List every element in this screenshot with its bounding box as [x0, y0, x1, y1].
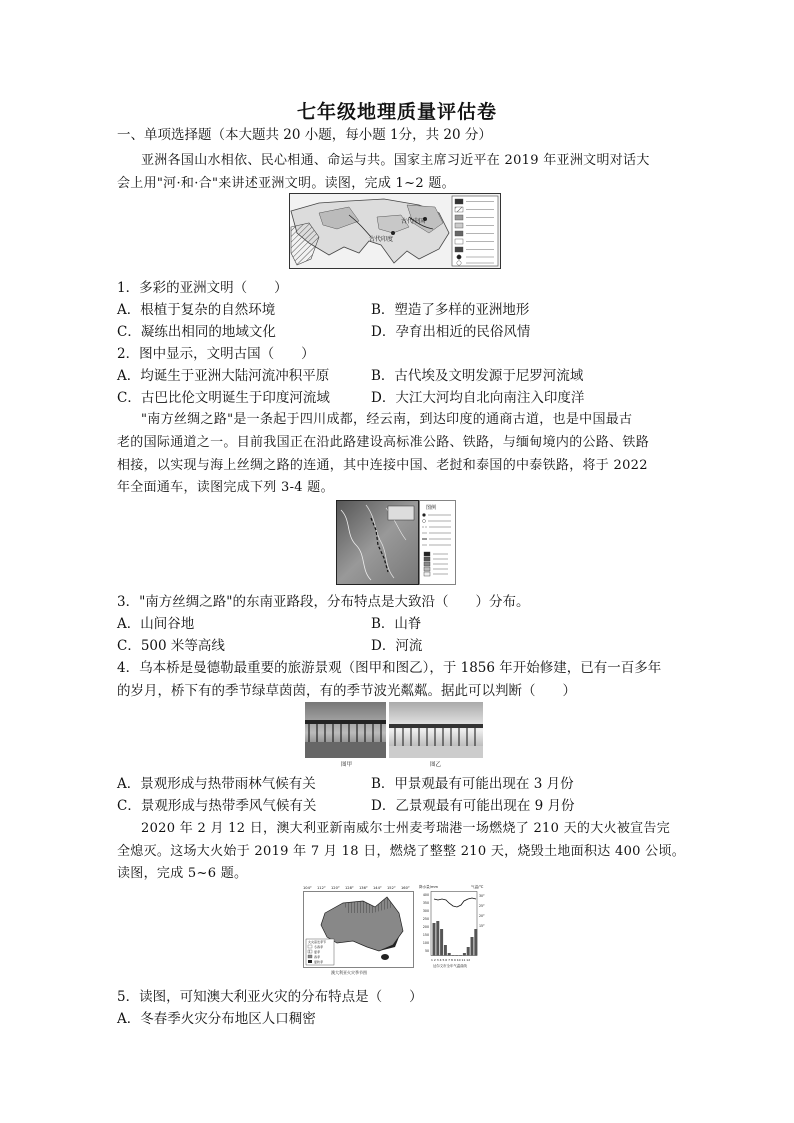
map-label-china: 古代中国	[401, 218, 426, 225]
lon-label: 144°	[373, 886, 382, 890]
temp-tick: 25°	[479, 904, 485, 908]
precip-tick: 250	[422, 917, 429, 921]
fire-legend-item: 夏季	[314, 950, 321, 954]
asia-civilization-map	[289, 193, 501, 269]
map-label-india: 古代印度	[369, 236, 394, 243]
precip-axis-label: 降水量/mm	[419, 885, 438, 889]
precip-tick: 100	[422, 941, 429, 945]
precip-tick: 200	[422, 925, 429, 929]
page-title: 七年级地理质量评估卷	[296, 101, 497, 123]
temp-tick: 20°	[479, 914, 485, 918]
precip-tick: 50	[424, 949, 429, 953]
q4-option-b: B．甲景观最有可能出现在 3 月份	[371, 776, 574, 792]
q3-option-b: B．山脊	[371, 616, 422, 632]
precip-tick: 150	[422, 933, 429, 937]
q1-option-a: A．根植于复杂的自然环境	[117, 302, 276, 318]
q2-option-a: A．均诞生于亚洲大陆河流冲积平原	[117, 368, 330, 384]
q4-stem-line1: 4．乌本桥是曼德勒最重要的旅游景观（图甲和图乙），于 1856 年开始修建，已有一百多年	[117, 660, 662, 676]
q4-option-d: D．乙景观最有可能出现在 9 月份	[371, 798, 575, 814]
lon-label: 112°	[317, 886, 326, 890]
precip-tick: 300	[422, 909, 429, 913]
intro3-line1: 2020 年 2 月 12 日，澳大利亚新南威尔士州麦考瑞港一场燃烧了 210 天的大火被宣告完	[141, 821, 671, 836]
section-header: 一、单项选择题（本大题共 20 小题，每小题 1分，共 20 分）	[117, 127, 492, 143]
lon-label: 128°	[345, 886, 354, 890]
intro2-line2: 老的国际通道之一。目前我国正在沿此路建设高标准公路、铁路，与缅甸境内的公路、铁路	[117, 435, 650, 450]
photo-caption-b: 图乙	[430, 762, 442, 768]
q3-option-a: A．山间谷地	[117, 616, 195, 632]
fire-map-caption: 澳大利亚火灾季节图	[331, 970, 367, 975]
intro1-line2: 会上用"河·和·合"来讲述亚洲文明。读图，完成 1~2 题。	[117, 176, 455, 191]
intro2-line3: 相接，以实现与海上丝绸之路的连通，其中连接中国、老挝和泰国的中泰铁路，将于 2022	[117, 458, 648, 473]
map2-legend-title: 图例	[426, 505, 437, 511]
lon-label: 160°	[401, 886, 410, 890]
q2-option-d: D．大江大河均自北向南注入印度洋	[371, 390, 585, 406]
temp-axis-label: 气温/℃	[471, 885, 484, 889]
precip-tick: 400	[422, 893, 429, 897]
q3-stem: 3．"南方丝绸之路"的东南亚路段，分布特点是大致沿（ ）分布。	[117, 594, 530, 610]
q5-stem: 5．读图，可知澳大利亚火灾的分布特点是（ ）	[117, 989, 423, 1005]
q3-option-c: C．500 米等高线	[117, 638, 225, 654]
intro2-line4: 年全面通车，读图完成下列 3-4 题。	[117, 480, 334, 495]
intro3-line2: 全熄灭。这场大火始于 2019 年 7 月 18 日，燃烧了整整 210 天，烧毁土地面积达 400 公顷。	[117, 844, 686, 859]
lon-label: 152°	[387, 886, 396, 890]
fire-legend-title: 火灾高发季节	[308, 940, 327, 944]
intro2-line1: "南方丝绸之路"是一条起于四川成都，经云南，到达印度的通商古道，也是中国最古	[141, 412, 633, 427]
q1-option-c: C．凝练出相同的地域文化	[117, 324, 276, 340]
q2-option-c: C．古巴比伦文明诞生于印度河流域	[117, 390, 330, 406]
climate-chart-caption: 达尔文市全年气温曲线	[433, 964, 467, 968]
q4-stem-line2: 的岁月，桥下有的季节绿草茵茵，有的季节波光粼粼。据此可以判断（ ）	[117, 683, 576, 699]
q2-stem: 2．图中显示，文明古国（ ）	[117, 346, 315, 362]
australia-fire-figure	[303, 883, 495, 977]
q2-option-b: B．古代埃及文明发源于尼罗河流域	[371, 368, 584, 384]
q3-option-d: D．河流	[371, 638, 423, 654]
temp-tick: 30°	[479, 894, 485, 898]
lon-label: 120°	[331, 886, 340, 890]
precip-tick: 350	[422, 901, 429, 905]
intro1-line1: 亚洲各国山水相依、民心相通、命运与共。国家主席习近平在 2019 年亚洲文明对话大	[141, 153, 650, 168]
q4-option-a: A．景观形成与热带雨林气候有关	[117, 776, 316, 792]
q4-option-c: C．景观形成与热带季风气候有关	[117, 798, 317, 814]
q1-option-d: D．孕育出相近的民俗风情	[371, 324, 531, 340]
lon-label: 136°	[359, 886, 368, 890]
q1-stem: 1．多彩的亚洲文明（ ）	[117, 280, 288, 296]
q5-option-a: A．冬春季火灾分布地区人口稠密	[117, 1011, 316, 1027]
u-bein-bridge-photos	[305, 702, 483, 768]
temp-tick: 15°	[479, 924, 485, 928]
photo-caption-a: 图甲	[341, 762, 353, 768]
month-ticks: 1 2 3 4 5 6 7 8 9 10 11 12	[431, 958, 471, 962]
southern-silk-road-map	[336, 500, 456, 585]
fire-legend-item: 夏秋季	[314, 960, 324, 964]
q1-option-b: B．塑造了多样的亚洲地形	[371, 302, 530, 318]
fire-legend-item: 冬春季	[314, 945, 324, 949]
intro3-line3: 读图，完成 5~6 题。	[117, 866, 248, 881]
fire-legend-item: 春季	[314, 955, 321, 959]
lon-label: 104°	[303, 886, 312, 890]
